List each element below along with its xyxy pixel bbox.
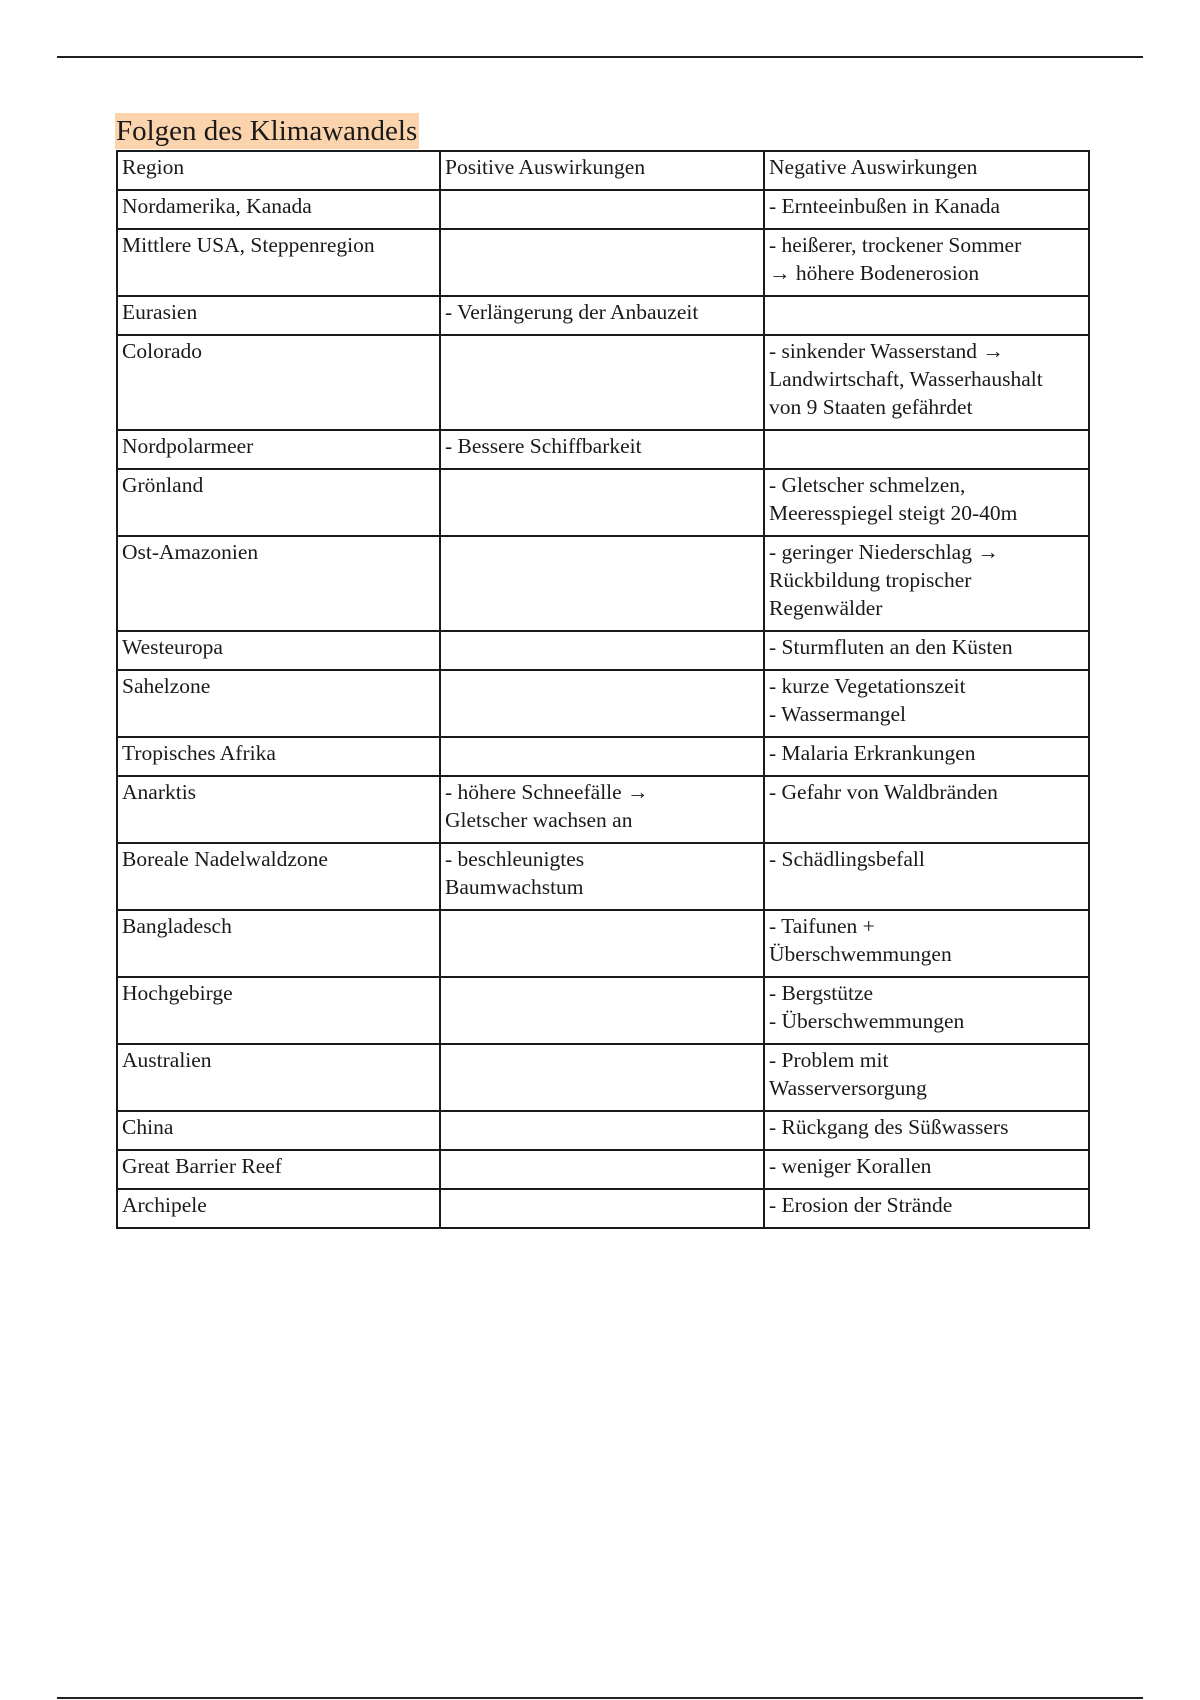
cell-positive	[440, 670, 764, 737]
cell-negative: - Schädlingsbefall	[764, 843, 1089, 910]
table-row	[117, 843, 1089, 910]
cell-region: Bangladesch	[117, 910, 440, 977]
cell-region: Nordpolarmeer	[117, 430, 440, 469]
cell-positive	[440, 1111, 764, 1150]
climate-impact-table	[116, 150, 1090, 1229]
cell-positive: - Verlängerung der Anbauzeit	[440, 296, 764, 335]
table-row	[117, 776, 1089, 843]
page-bottom-rule	[57, 1697, 1143, 1699]
cell-region: Grönland	[117, 469, 440, 536]
cell-positive: - beschleunigtes Baumwachstum	[440, 843, 764, 910]
table-row	[117, 977, 1089, 1044]
cell-positive	[440, 1044, 764, 1111]
table-row	[117, 229, 1089, 296]
cell-region: Eurasien	[117, 296, 440, 335]
table-row	[117, 335, 1089, 430]
cell-region: Australien	[117, 1044, 440, 1111]
table-header-row	[117, 151, 1089, 190]
table-row	[117, 469, 1089, 536]
cell-negative: - Sturmfluten an den Küsten	[764, 631, 1089, 670]
table-row	[117, 910, 1089, 977]
table-row	[117, 296, 1089, 335]
cell-positive: - höhere Schneefälle → Gletscher wachsen an	[440, 776, 764, 843]
cell-region: Sahelzone	[117, 670, 440, 737]
cell-positive	[440, 977, 764, 1044]
cell-negative: - Taifunen + Überschwemmungen	[764, 910, 1089, 977]
cell-positive	[440, 190, 764, 229]
cell-region: Ost-Amazonien	[117, 536, 440, 631]
cell-region: Westeuropa	[117, 631, 440, 670]
header-positive: Positive Auswirkungen	[440, 151, 764, 190]
header-region: Region	[117, 151, 440, 190]
table-row	[117, 737, 1089, 776]
cell-negative: - geringer Niederschlag → Rückbildung tropischer Regenwälder	[764, 536, 1089, 631]
document-title: Folgen des Klimawandels	[116, 115, 418, 147]
table-row	[117, 1189, 1089, 1228]
cell-positive	[440, 229, 764, 296]
cell-region: Mittlere USA, Steppenregion	[117, 229, 440, 296]
header-negative: Negative Auswirkungen	[764, 151, 1089, 190]
cell-region: Nordamerika, Kanada	[117, 190, 440, 229]
cell-positive	[440, 631, 764, 670]
page-top-rule	[57, 56, 1143, 58]
table-row	[117, 536, 1089, 631]
table-row	[117, 631, 1089, 670]
cell-region: China	[117, 1111, 440, 1150]
cell-region: Colorado	[117, 335, 440, 430]
cell-negative	[764, 296, 1089, 335]
cell-positive	[440, 910, 764, 977]
cell-positive: - Bessere Schiffbarkeit	[440, 430, 764, 469]
table-row	[117, 1111, 1089, 1150]
cell-negative: - Ernteeinbußen in Kanada	[764, 190, 1089, 229]
table-body	[117, 190, 1089, 1228]
cell-negative: - Gletscher schmelzen, Meeresspiegel steigt 20-40m	[764, 469, 1089, 536]
cell-negative: - Erosion der Strände	[764, 1189, 1089, 1228]
table-row	[117, 670, 1089, 737]
cell-negative: - Problem mit Wasserversorgung	[764, 1044, 1089, 1111]
cell-negative: - Bergstütze - Überschwemmungen	[764, 977, 1089, 1044]
table-row	[117, 1150, 1089, 1189]
cell-negative: - heißerer, trockener Sommer → höhere Bodenerosion	[764, 229, 1089, 296]
cell-negative: - weniger Korallen	[764, 1150, 1089, 1189]
cell-positive	[440, 737, 764, 776]
cell-negative	[764, 430, 1089, 469]
cell-region: Great Barrier Reef	[117, 1150, 440, 1189]
cell-positive	[440, 469, 764, 536]
table-row	[117, 430, 1089, 469]
table-row	[117, 1044, 1089, 1111]
cell-region: Boreale Nadelwaldzone	[117, 843, 440, 910]
table-row	[117, 190, 1089, 229]
cell-region: Tropisches Afrika	[117, 737, 440, 776]
cell-negative: - Malaria Erkrankungen	[764, 737, 1089, 776]
cell-negative: - Gefahr von Waldbränden	[764, 776, 1089, 843]
cell-negative: - Rückgang des Süßwassers	[764, 1111, 1089, 1150]
cell-region: Anarktis	[117, 776, 440, 843]
cell-region: Hochgebirge	[117, 977, 440, 1044]
cell-negative: - kurze Vegetationszeit - Wassermangel	[764, 670, 1089, 737]
cell-positive	[440, 1150, 764, 1189]
cell-negative: - sinkender Wasserstand → Landwirtschaft, Wasserhaushalt von 9 Staaten gefährdet	[764, 335, 1089, 430]
cell-positive	[440, 536, 764, 631]
cell-positive	[440, 335, 764, 430]
cell-positive	[440, 1189, 764, 1228]
cell-region: Archipele	[117, 1189, 440, 1228]
